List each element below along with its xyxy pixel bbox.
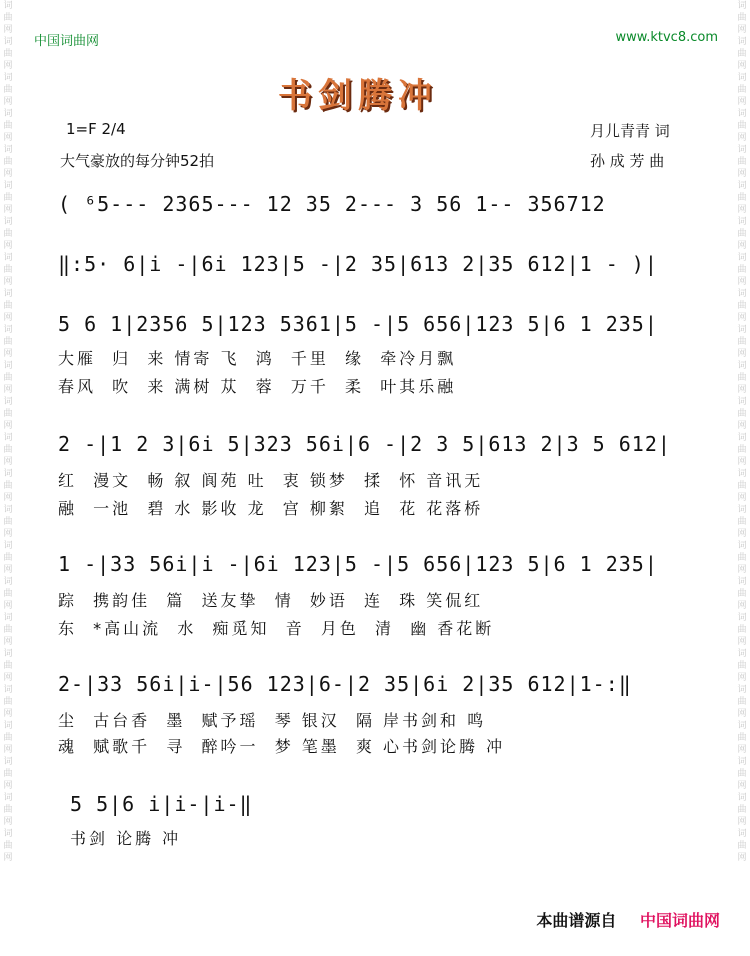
lyrics-line-3-verse-2: 融 一池 碧 水 影收 龙 宫 柳絮 追 花 花落桥	[58, 499, 484, 518]
right-watermark-strip: 词曲网词曲网词曲网词曲网词曲网词曲网词曲网词曲网词曲网词曲网词曲网词曲网词曲网词曲网词曲网词曲网词曲网词曲网词曲网词曲网词曲网词曲网词曲网词曲网	[737, 1, 747, 863]
tempo-marking: 大气豪放的每分钟52拍	[60, 152, 215, 170]
score-line-1: ‖:5· 6|i -|6i 123|5 -|2 35|613 2|35 612|1 - )|	[58, 252, 658, 276]
score-line-5: 2-|33 56i|i-|56 123|6-|2 35|6i 2|35 612|1-:‖	[58, 672, 632, 696]
composer: 孙 成 芳 曲	[590, 152, 665, 170]
left-watermark-strip: 词曲网词曲网词曲网词曲网词曲网词曲网词曲网词曲网词曲网词曲网词曲网词曲网词曲网词曲网词曲网词曲网词曲网词曲网词曲网词曲网词曲网词曲网词曲网词曲网	[3, 1, 13, 863]
site-url[interactable]: www.ktvc8.com	[615, 30, 718, 45]
score-line-2: 5 6 1|2356 5|123 5361|5 -|5 656|123 5|6 1 235|	[58, 312, 658, 336]
lyrics-line-3-verse-1: 红 漫文 畅 叙 阆苑 吐 衷 锁梦 揉 怀 音讯无	[58, 471, 484, 490]
lyrics-line-5-verse-1: 尘 古台香 墨 赋予瑶 琴 银汉 隔 岸书剑和 鸣	[58, 711, 487, 730]
site-name[interactable]: 中国词曲网	[34, 34, 100, 49]
score-line-3: 2 -|1 2 3|6i 5|323 56i|6 -|2 3 5|613 2|3 5 612|	[58, 432, 671, 456]
source-site-link[interactable]: 中国词曲网	[639, 911, 720, 930]
score-intro-line: ( ⁶5--- 2365--- 12 35 2--- 3 56 1-- 356712	[58, 192, 606, 216]
song-title: 书剑腾冲	[278, 76, 438, 116]
lyricist: 月儿青青 词	[590, 122, 670, 140]
lyrics-line-6: 书剑 论腾 冲	[70, 829, 182, 848]
source-label: 本曲谱源自	[536, 911, 617, 930]
lyrics-line-2-verse-1: 大雁 归 来 情寄 飞 鸿 千里 缘 牵冷月飘	[58, 349, 457, 368]
lyrics-line-2-verse-2: 春风 吹 来 满树 苁 蓉 万千 柔 叶其乐融	[58, 377, 457, 396]
source-credit	[536, 908, 720, 931]
score-line-6: 5 5|6 i|i-|i-‖	[70, 792, 253, 816]
lyrics-line-4-verse-2: 东 *高山流 水 痴觅知 音 月色 清 幽 香花断	[58, 619, 495, 638]
key-time-signature: 1=F 2/4	[66, 120, 126, 138]
lyrics-line-4-verse-1: 踪 携韵佳 篇 送友挚 情 妙语 连 珠 笑侃红	[58, 591, 484, 610]
score-line-4: 1 -|33 56i|i -|6i 123|5 -|5 656|123 5|6 1 235|	[58, 552, 658, 576]
lyrics-line-5-verse-2: 魂 赋歌千 寻 醉吟一 梦 笔墨 爽 心书剑论腾 冲	[58, 737, 506, 756]
